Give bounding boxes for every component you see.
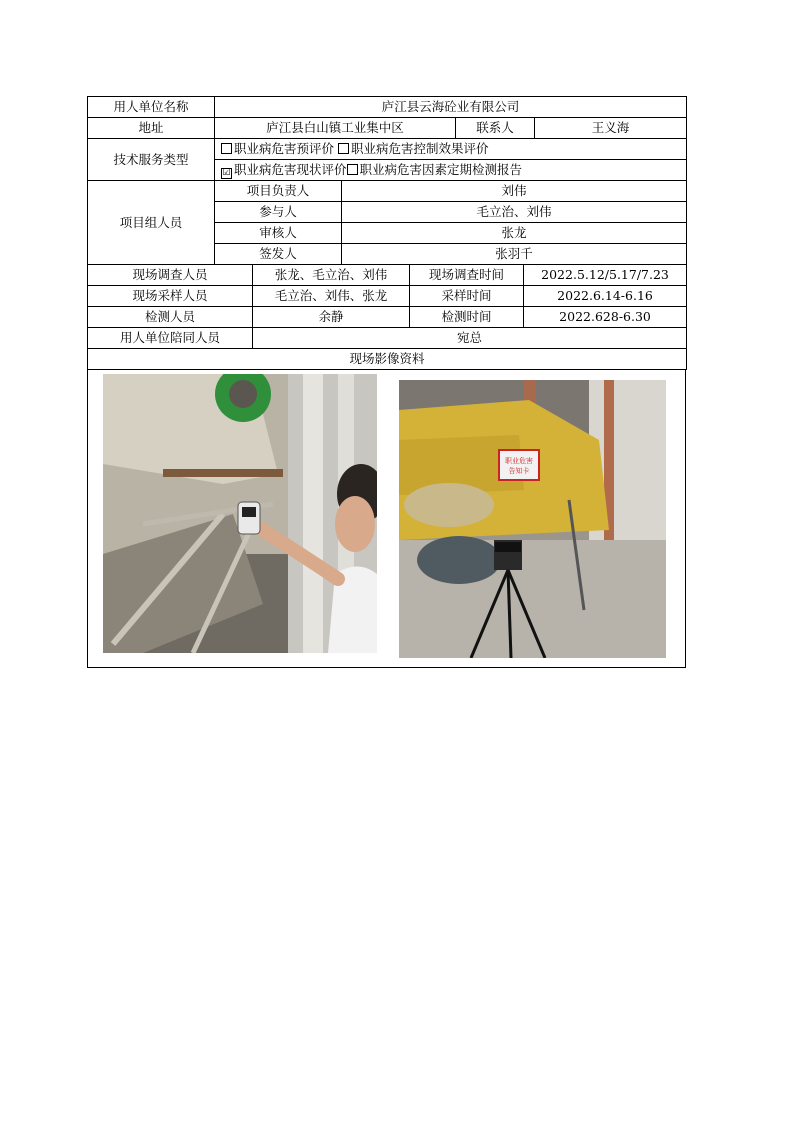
testing-time-label: 检测时间 [410, 307, 524, 328]
sampling-time-value: 2022.6.14-6.16 [524, 286, 687, 307]
photo-noise-meter-illustration [103, 374, 377, 653]
photo-sampler-illustration [399, 380, 666, 658]
contact-value: 王义海 [535, 118, 687, 139]
contact-label: 联系人 [456, 118, 535, 139]
team-name: 刘伟 [342, 181, 687, 202]
escort-value: 宛总 [253, 328, 687, 349]
testing-staff-value: 余静 [253, 307, 410, 328]
checkbox-icon[interactable] [221, 143, 232, 154]
escort-label: 用人单位陪同人员 [88, 328, 253, 349]
survey-time-value: 2022.5.12/5.17/7.23 [524, 265, 687, 286]
address-label: 地址 [88, 118, 215, 139]
team-role: 签发人 [215, 244, 342, 265]
row-service-type [88, 139, 687, 160]
information-form [87, 96, 686, 668]
images-heading: 现场影像资料 [88, 349, 687, 370]
option-periodic-testing: 职业病危害因素定期检测报告 [359, 162, 523, 177]
option-status-assessment: 职业病危害现状评价 [234, 162, 347, 177]
checked-checkbox-icon[interactable]: ☑ [222, 168, 231, 178]
unit-name-label: 用人单位名称 [88, 97, 215, 118]
row-address [88, 118, 687, 139]
sampling-staff-label: 现场采样人员 [88, 286, 253, 307]
option-control-effect: 职业病危害控制效果评价 [351, 141, 489, 156]
sampling-staff-value: 毛立治、刘伟、张龙 [253, 286, 410, 307]
unit-name-value: 庐江县云海砼业有限公司 [215, 97, 687, 118]
team-label: 项目组人员 [88, 181, 215, 265]
row-unit-name [88, 97, 687, 118]
service-options-line-1 [215, 139, 687, 160]
warning-card-text: 告知卡 [508, 467, 530, 475]
sampling-time-label: 采样时间 [410, 286, 524, 307]
site-photos [87, 370, 686, 668]
option-preassessment: 职业病危害预评价 [234, 141, 335, 156]
testing-time-value: 2022.628-6.30 [524, 307, 687, 328]
row-team-leader [88, 181, 687, 202]
team-role: 项目负责人 [215, 181, 342, 202]
service-options-line-2 [215, 160, 687, 181]
site-photo-sampler [399, 380, 666, 658]
team-role: 参与人 [215, 202, 342, 223]
row-escort [88, 328, 687, 349]
testing-staff-label: 检测人员 [88, 307, 253, 328]
team-role: 审核人 [215, 223, 342, 244]
address-value: 庐江县白山镇工业集中区 [215, 118, 456, 139]
survey-time-label: 现场调查时间 [410, 265, 524, 286]
team-name: 张龙 [342, 223, 687, 244]
row-testing [88, 307, 687, 328]
survey-staff-label: 现场调查人员 [88, 265, 253, 286]
survey-staff-value: 张龙、毛立治、刘伟 [253, 265, 410, 286]
row-images-heading [88, 349, 687, 370]
warning-card-text: 职业危害 [505, 457, 533, 465]
form-table [87, 96, 687, 370]
row-survey [88, 265, 687, 286]
team-name: 毛立治、刘伟 [342, 202, 687, 223]
team-name: 张羽千 [342, 244, 687, 265]
row-sampling [88, 286, 687, 307]
service-type-label: 技术服务类型 [88, 139, 215, 181]
checkbox-icon[interactable] [338, 143, 349, 154]
checkbox-icon[interactable] [347, 164, 358, 175]
site-photo-noise-meter [103, 374, 377, 653]
